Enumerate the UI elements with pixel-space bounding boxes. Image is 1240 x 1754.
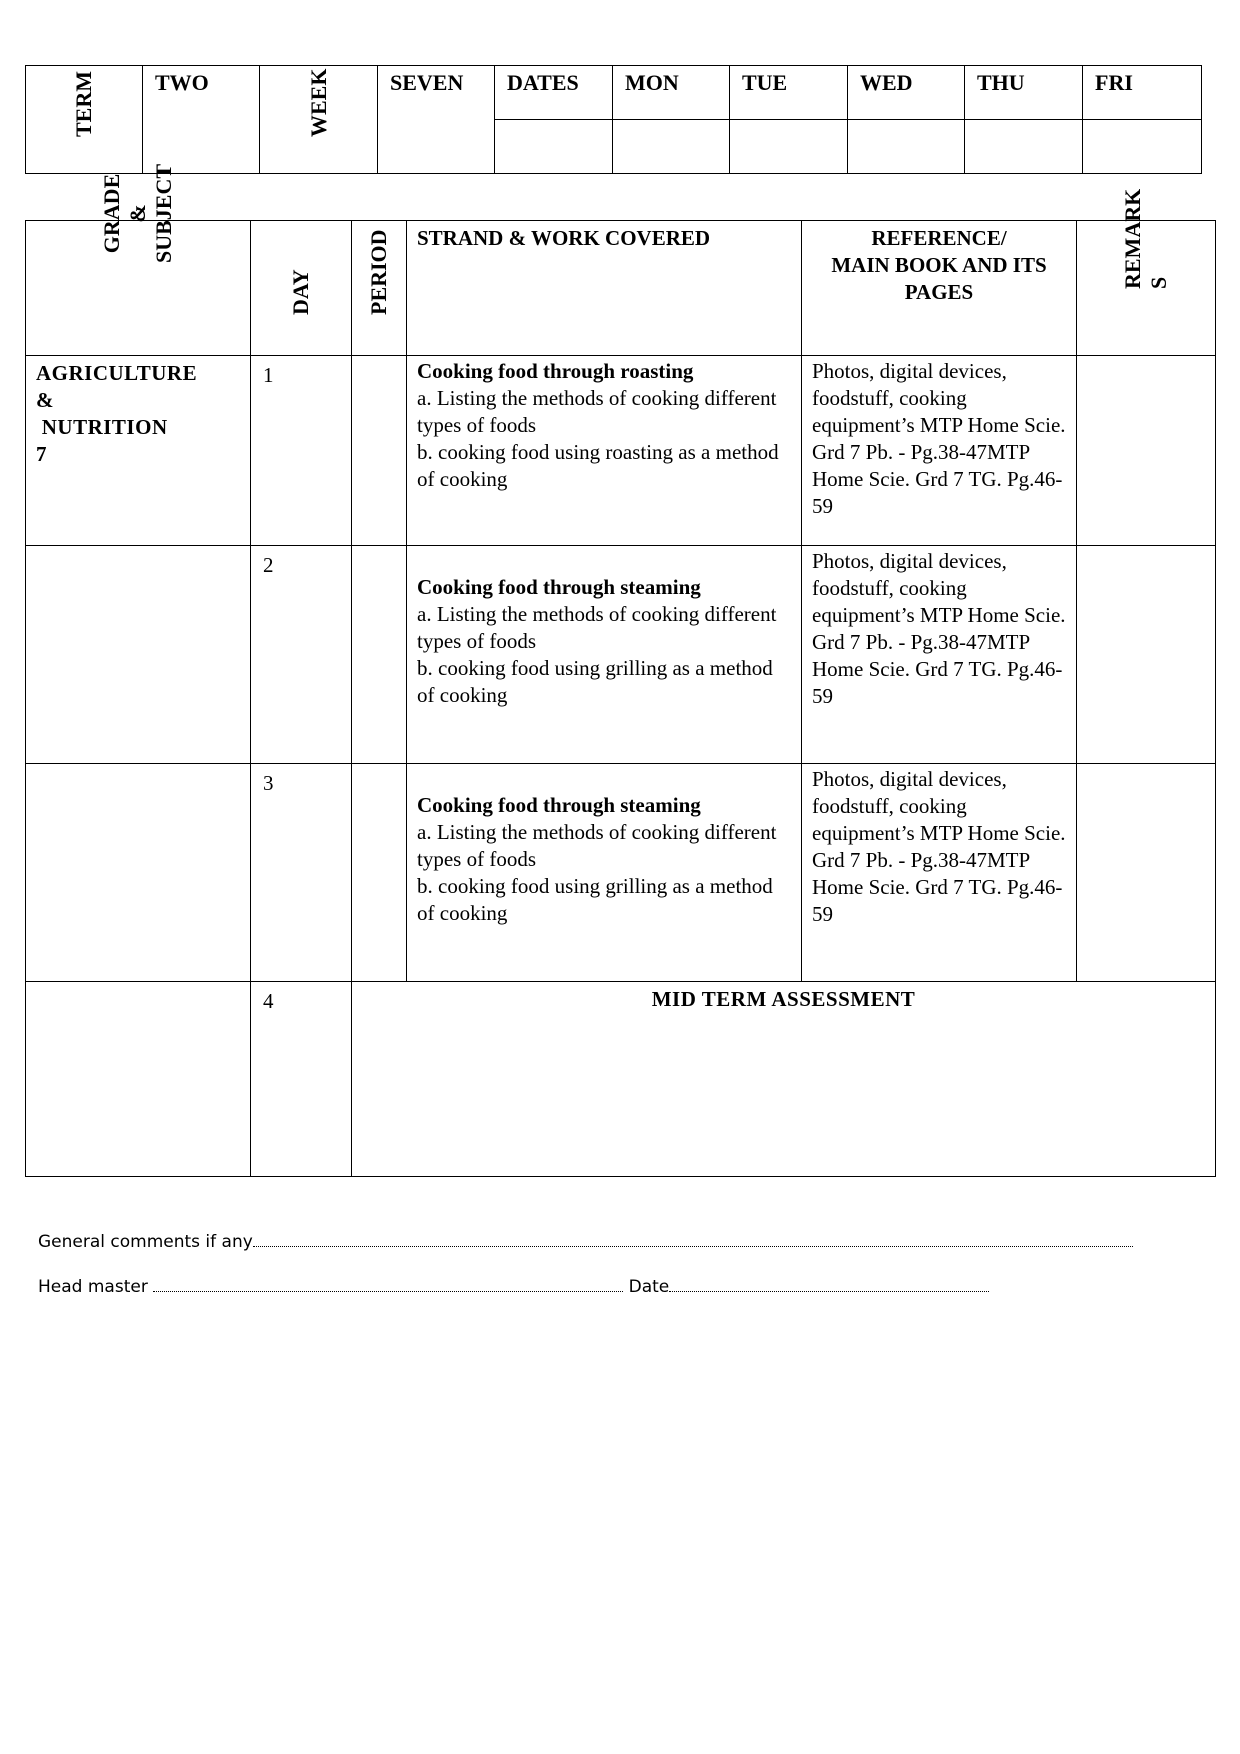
- date-label: Date: [628, 1277, 670, 1297]
- reference-header-line2: MAIN BOOK AND ITS: [831, 253, 1047, 277]
- reference-header: [802, 221, 1077, 356]
- work-line: b. cooking food using grilling as a method of cooking: [417, 874, 773, 925]
- term-week-header-table: [25, 65, 1202, 174]
- reference-header-line3: PAGES: [904, 280, 974, 304]
- subject-cell: [26, 764, 251, 982]
- thu-date-cell: [965, 120, 1083, 174]
- period-header: [352, 221, 407, 356]
- work-title: Cooking food through steaming: [417, 793, 701, 817]
- headmaster-field[interactable]: [153, 1273, 623, 1292]
- reference-cell: Photos, digital devices, foodstuff, cooking equipment’s MTP Home Scie. Grd 7 Pb. - Pg.38-47MTP Home Scie. Grd 7 TG. Pg.46-59: [802, 356, 1077, 546]
- tue-date-cell: [730, 120, 848, 174]
- date-field[interactable]: [669, 1273, 989, 1292]
- day-tue-label: TUE: [730, 66, 848, 120]
- general-comments-field[interactable]: [253, 1228, 1133, 1247]
- period-cell: [352, 764, 407, 982]
- term-label-cell: [26, 66, 143, 174]
- work-title: Cooking food through roasting: [417, 359, 694, 383]
- day-mon-label: MON: [613, 66, 730, 120]
- fri-date-cell: [1083, 120, 1202, 174]
- remarks-header-line1: REMARK: [1120, 188, 1145, 289]
- day-thu-label: THU: [965, 66, 1083, 120]
- remarks-cell: [1077, 764, 1216, 982]
- dates-label: DATES: [495, 66, 613, 120]
- remarks-cell: [1077, 356, 1216, 546]
- subject-cell: [26, 982, 251, 1177]
- mon-date-cell: [613, 120, 730, 174]
- work-line: a. Listing the methods of cooking different types of foods: [417, 386, 777, 437]
- week-label: WEEK: [305, 68, 331, 137]
- reference-cell: Photos, digital devices, foodstuff, cooking equipment’s MTP Home Scie. Grd 7 Pb. - Pg.38-47MTP Home Scie. Grd 7 TG. Pg.46-59: [802, 546, 1077, 764]
- day-fri-label: FRI: [1083, 66, 1202, 120]
- day-cell: 1: [251, 356, 352, 546]
- day-cell: 2: [251, 546, 352, 764]
- subject-line: AGRICULTURE: [36, 361, 198, 385]
- day-wed-label: WED: [848, 66, 965, 120]
- subject-cell: [26, 356, 251, 546]
- reference-header-line1: REFERENCE/: [871, 226, 1007, 250]
- work-line: a. Listing the methods of cooking different types of foods: [417, 602, 777, 653]
- term-value: TWO: [143, 66, 260, 174]
- grade-subject-header-text: [99, 164, 177, 263]
- wed-date-cell: [848, 120, 965, 174]
- grade-header-line: GRADE: [99, 173, 124, 254]
- subject-cell: [26, 546, 251, 764]
- remarks-header-text: [1120, 189, 1172, 289]
- table-row: [26, 356, 1216, 546]
- subject-line: &: [36, 388, 54, 412]
- remarks-header-line2: S: [1146, 276, 1171, 289]
- period-cell: [352, 546, 407, 764]
- term-label: TERM: [71, 71, 96, 137]
- subject-line: NUTRITION: [36, 415, 168, 439]
- headmaster-label: Head master: [38, 1277, 148, 1297]
- day-cell: 3: [251, 764, 352, 982]
- work-line: a. Listing the methods of cooking different types of foods: [417, 820, 777, 871]
- work-title: Cooking food through steaming: [417, 575, 701, 599]
- work-line: b. cooking food using grilling as a method of cooking: [417, 656, 773, 707]
- day-header: [251, 221, 352, 356]
- table-row: [26, 546, 1216, 764]
- work-cell: [407, 764, 802, 982]
- subject-line: 7: [36, 442, 47, 466]
- work-cell: [407, 546, 802, 764]
- ampersand-header-line: &: [125, 204, 150, 223]
- general-comments-line: [38, 1228, 1133, 1252]
- subject-header-line: SUBJECT: [151, 163, 176, 263]
- table-row: [26, 982, 1216, 1177]
- day-header-text: DAY: [288, 269, 313, 315]
- day-cell: 4: [251, 982, 352, 1177]
- work-covered-header: STRAND & WORK COVERED: [407, 221, 802, 356]
- remarks-cell: [1077, 546, 1216, 764]
- work-cell: [407, 356, 802, 546]
- grade-subject-header: [26, 163, 251, 356]
- lesson-plan-table: [25, 163, 1216, 1177]
- dates-value-cell: [495, 120, 613, 174]
- mid-term-assessment: MID TERM ASSESSMENT: [352, 982, 1216, 1177]
- period-header-text: PERIOD: [366, 229, 391, 315]
- week-label-cell: [260, 66, 378, 174]
- remarks-header: [1077, 188, 1216, 356]
- period-cell: [352, 356, 407, 546]
- general-comments-label: General comments if any: [38, 1232, 253, 1252]
- table-row: [26, 764, 1216, 982]
- reference-cell: Photos, digital devices, foodstuff, cooking equipment’s MTP Home Scie. Grd 7 Pb. - Pg.38-47MTP Home Scie. Grd 7 TG. Pg.46-59: [802, 764, 1077, 982]
- signature-line: [38, 1273, 989, 1297]
- work-line: b. cooking food using roasting as a method of cooking: [417, 440, 779, 491]
- week-value: SEVEN: [378, 66, 495, 174]
